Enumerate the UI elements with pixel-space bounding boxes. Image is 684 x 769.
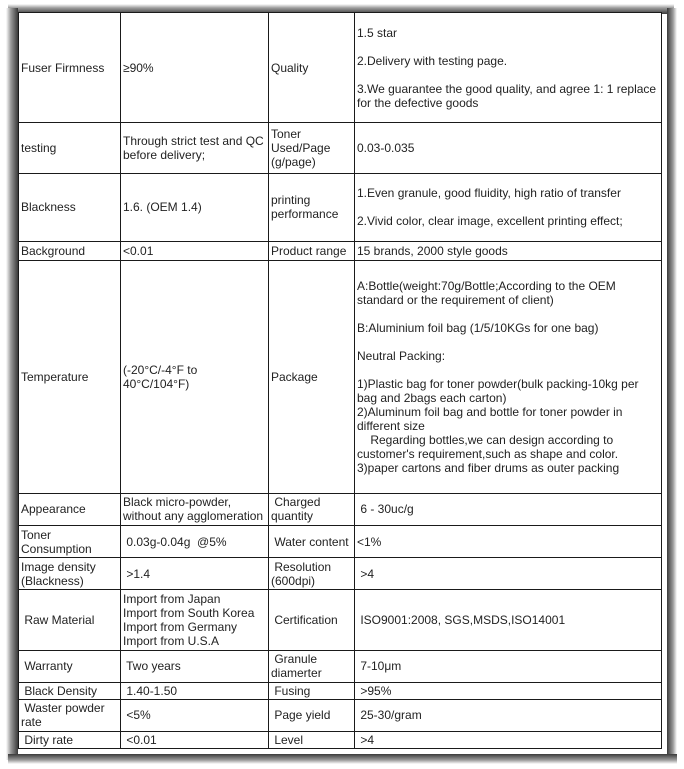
row-label: Resolution (600dpi) bbox=[269, 558, 355, 590]
table-row bbox=[19, 731, 662, 748]
value-line: 2)Aluminum foil bag and bottle for toner powder in different size bbox=[357, 404, 623, 433]
row-value: >4 bbox=[355, 558, 662, 590]
row-value: >1.4 bbox=[121, 558, 269, 590]
frame-shadow-left bbox=[6, 8, 18, 760]
row-value: <0.01 bbox=[121, 241, 269, 260]
table-row bbox=[19, 13, 662, 123]
row-label: Image density (Blackness) bbox=[19, 558, 121, 590]
row-value: Through strict test and QC before delivery; bbox=[121, 123, 269, 173]
row-label: testing bbox=[19, 123, 121, 173]
row-value: ≥90% bbox=[121, 13, 269, 123]
row-label: Toner Used/Page (g/page) bbox=[269, 123, 355, 173]
value-line: 1.5 star bbox=[357, 25, 398, 40]
table-row bbox=[19, 260, 662, 493]
row-label: Dirty rate bbox=[19, 731, 121, 748]
table-row bbox=[19, 493, 662, 525]
value-line: 3)paper cartons and fiber drums as outer packing bbox=[357, 460, 620, 475]
row-label: Appearance bbox=[19, 493, 121, 525]
row-value: Two years bbox=[121, 650, 269, 682]
table-row bbox=[19, 526, 662, 558]
table-row bbox=[19, 650, 662, 682]
table-row bbox=[19, 123, 662, 173]
row-label: Granule diamerter bbox=[269, 650, 355, 682]
table-row bbox=[19, 590, 662, 650]
row-value bbox=[355, 13, 662, 123]
row-label: Quality bbox=[269, 13, 355, 123]
row-value: 0.03-0.035 bbox=[355, 123, 662, 173]
row-label: Blackness bbox=[19, 173, 121, 241]
row-label: Toner Consumption bbox=[19, 526, 121, 558]
row-value: Black micro-powder, without any agglomeration bbox=[121, 493, 269, 525]
row-value: >95% bbox=[355, 682, 662, 699]
row-label: Background bbox=[19, 241, 121, 260]
row-value: 1.40-1.50 bbox=[121, 682, 269, 699]
value-line: 2.Delivery with testing page. bbox=[357, 53, 508, 68]
row-label: Black Density bbox=[19, 682, 121, 699]
row-value: ISO9001:2008, SGS,MSDS,ISO14001 bbox=[355, 590, 662, 650]
frame-shadow-bottom bbox=[8, 754, 677, 764]
table-row bbox=[19, 682, 662, 699]
row-value: 6 - 30uc/g bbox=[355, 493, 662, 525]
row-value: <1% bbox=[355, 526, 662, 558]
row-value: (-20°C/-4°F to 40°C/104°F) bbox=[121, 260, 269, 493]
row-label: printing performance bbox=[269, 173, 355, 241]
row-label: Charged quantity bbox=[269, 493, 355, 525]
row-label: Fuser Firmness bbox=[19, 13, 121, 123]
row-value: 0.03g-0.04g @5% bbox=[121, 526, 269, 558]
row-label: Page yield bbox=[269, 699, 355, 731]
row-label: Water content bbox=[269, 526, 355, 558]
value-line: 3.We guarantee the good quality, and agree 1: 1 replace for the defective goods bbox=[357, 81, 657, 110]
row-label: Certification bbox=[269, 590, 355, 650]
row-label: Package bbox=[269, 260, 355, 493]
row-value: <0.01 bbox=[121, 731, 269, 748]
value-line: 1.Even granule, good fluidity, high ratio of transfer bbox=[357, 186, 621, 201]
row-label: Temperature bbox=[19, 260, 121, 493]
row-label: Level bbox=[269, 731, 355, 748]
row-value bbox=[355, 260, 662, 493]
table-row bbox=[19, 558, 662, 590]
table-row bbox=[19, 699, 662, 731]
row-value: 1.6. (OEM 1.4) bbox=[121, 173, 269, 241]
row-label: Fusing bbox=[269, 682, 355, 699]
value-line: 1)Plastic bag for toner powder(bulk packing-10kg per bag and 2bags each carton) bbox=[357, 376, 639, 405]
value-line: A:Bottle(weight:70g/Bottle;According to the OEM standard or the requirement of client) bbox=[357, 278, 616, 307]
row-label: Warranty bbox=[19, 650, 121, 682]
row-value: 25-30/gram bbox=[355, 699, 662, 731]
value-line: Regarding bottles,we can design according to customer's requirement,such as shape and color. bbox=[357, 432, 619, 461]
row-value: 15 brands, 2000 style goods bbox=[355, 241, 662, 260]
row-value: >4 bbox=[355, 731, 662, 748]
frame-shadow-right bbox=[667, 8, 677, 764]
row-value: Import from Japan Import from South Korea Import from Germany Import from U.S.A bbox=[121, 590, 269, 650]
table-row bbox=[19, 173, 662, 241]
row-value bbox=[355, 173, 662, 241]
row-label: Raw Material bbox=[19, 590, 121, 650]
row-value: <5% bbox=[121, 699, 269, 731]
spec-table bbox=[18, 12, 662, 749]
row-value: 7-10μm bbox=[355, 650, 662, 682]
row-label: Waster powder rate bbox=[19, 699, 121, 731]
value-line: 2.Vivid color, clear image, excellent printing effect; bbox=[357, 214, 623, 229]
row-label: Product range bbox=[269, 241, 355, 260]
table-row bbox=[19, 241, 662, 260]
value-line: Neutral Packing: bbox=[357, 348, 446, 363]
value-line: B:Aluminium foil bag (1/5/10KGs for one bag) bbox=[357, 320, 599, 335]
